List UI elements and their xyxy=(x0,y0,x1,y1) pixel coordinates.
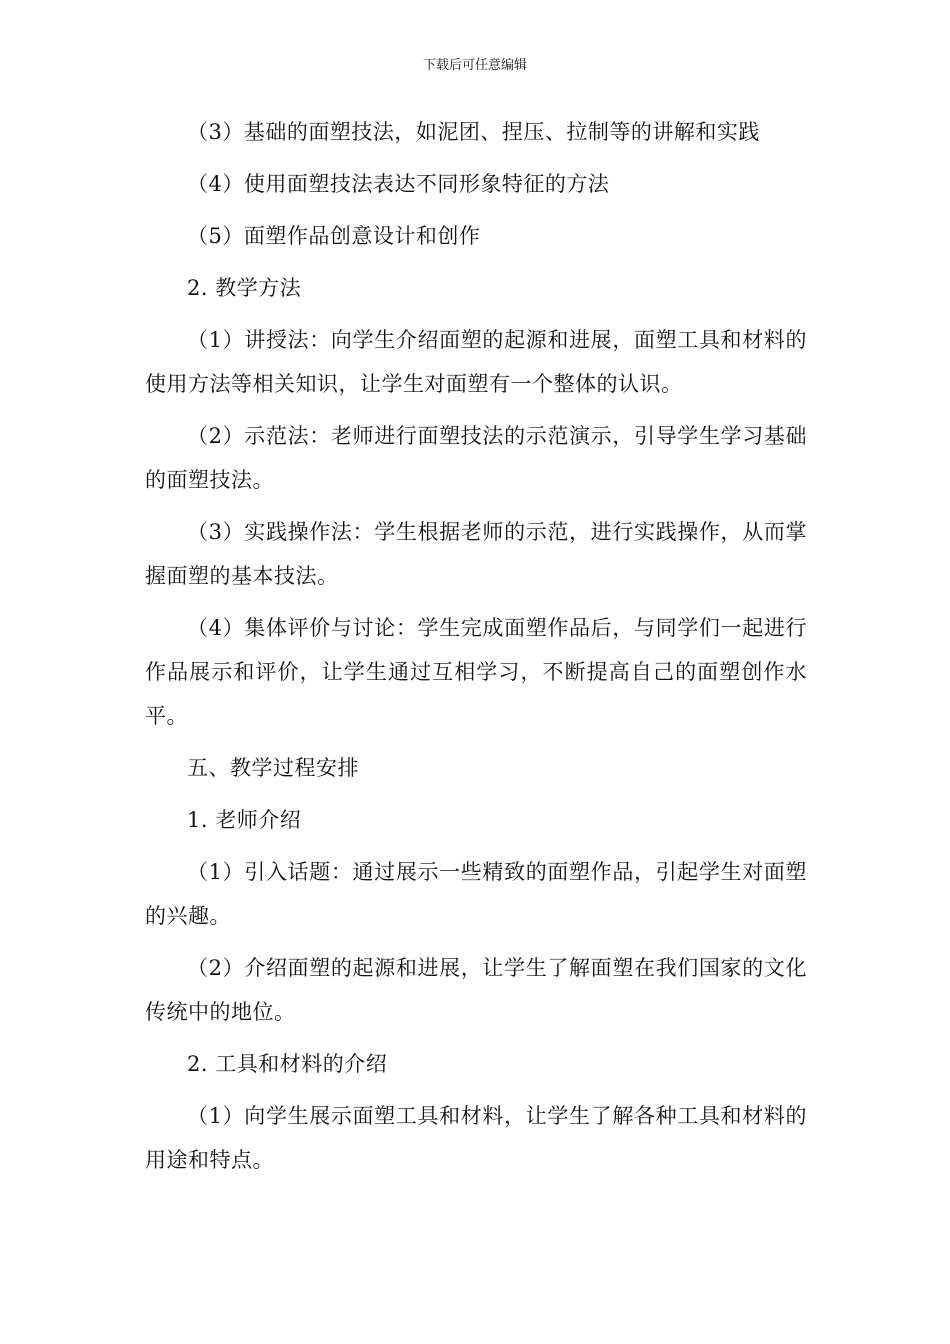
paragraph-intro-origin: （2）介绍面塑的起源和进展，让学生了解面塑在我们国家的文化传统中的地位。 xyxy=(145,956,807,1024)
heading-tools-materials: 2. 工具和材料的介绍 xyxy=(187,1052,388,1076)
paragraph-method-demonstration: （2）示范法：老师进行面塑技法的示范演示，引导学生学习基础的面塑技法。 xyxy=(145,424,807,492)
page-header: 下载后可任意编辑 xyxy=(422,58,527,73)
document-body xyxy=(145,110,807,1190)
paragraph-method-practice: （3）实践操作法：学生根据老师的示范，进行实践操作，从而掌握面塑的基本技法。 xyxy=(145,520,807,588)
heading-teaching-methods: 2. 教学方法 xyxy=(187,276,302,300)
paragraph-method-lecture: （1）讲授法：向学生介绍面塑的起源和进展，面塑工具和材料的使用方法等相关知识，让学生对面塑有一个整体的认识。 xyxy=(145,328,807,396)
heading-teaching-process: 五、教学过程安排 xyxy=(187,756,359,780)
heading-teacher-introduction: 1. 老师介绍 xyxy=(187,808,302,832)
paragraph-technique-5: （5）面塑作品创意设计和创作 xyxy=(187,224,481,248)
paragraph-method-evaluation: （4）集体评价与讨论：学生完成面塑作品后，与同学们一起进行作品展示和评价，让学生通过互相学习，不断提高自己的面塑创作水平。 xyxy=(145,616,807,728)
paragraph-intro-topic: （1）引入话题：通过展示一些精致的面塑作品，引起学生对面塑的兴趣。 xyxy=(145,860,807,928)
paragraph-tools-show: （1）向学生展示面塑工具和材料，让学生了解各种工具和材料的用途和特点。 xyxy=(145,1104,807,1172)
paragraph-technique-4: （4）使用面塑技法表达不同形象特征的方法 xyxy=(187,172,610,196)
paragraph-technique-3: （3）基础的面塑技法，如泥团、捏压、拉制等的讲解和实践 xyxy=(187,120,760,144)
